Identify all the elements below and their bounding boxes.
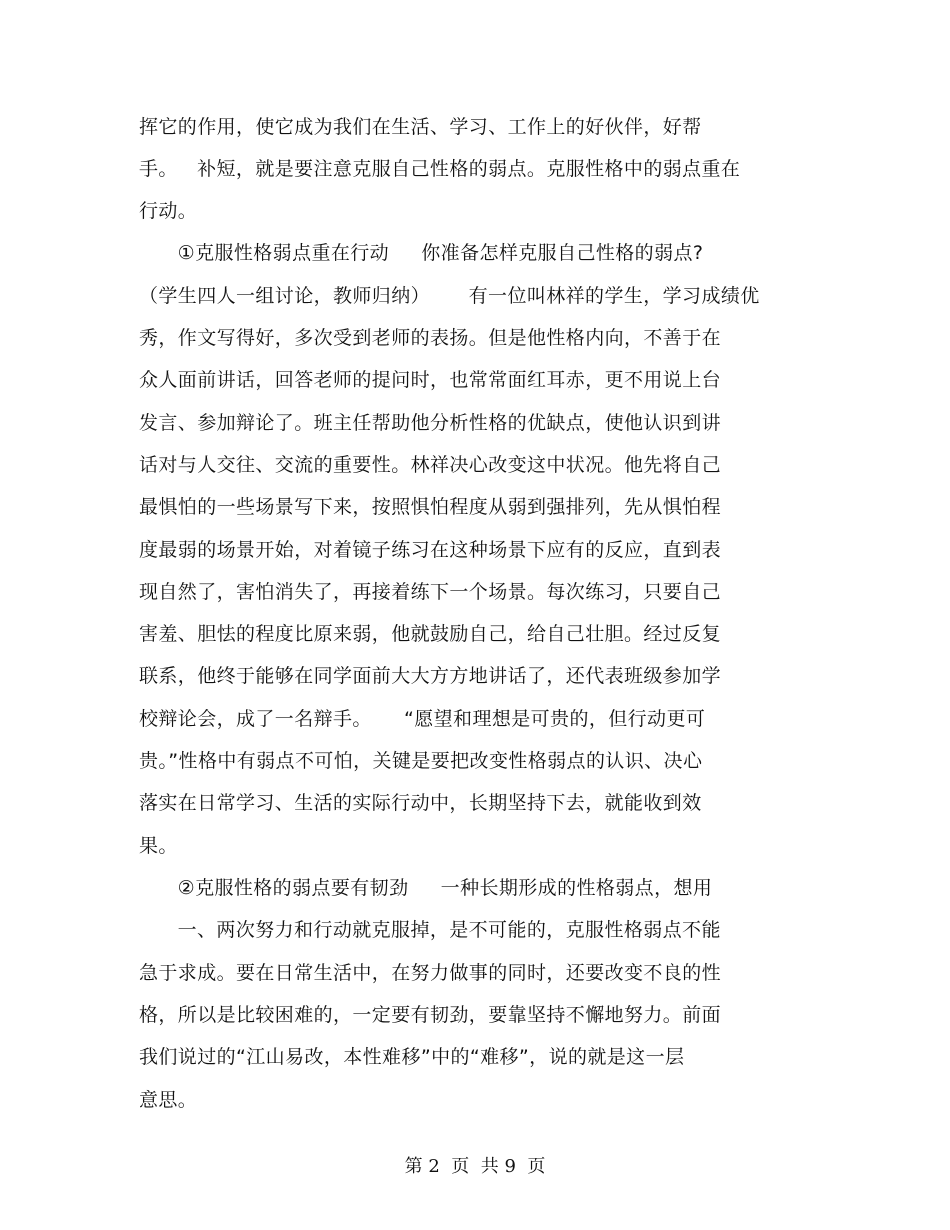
text-line: 意思。 <box>139 1089 198 1111</box>
text-line: 行动。 <box>139 200 198 222</box>
text-line: 秀，作文写得好，多次受到老师的表扬。但是他性格内向，不善于在 <box>139 327 722 349</box>
text-line: 果。 <box>139 835 178 857</box>
text-line: 众人面前讲话，回答老师的提问时，也常常面红耳赤，更不用说上台 <box>139 369 722 391</box>
text-line: 急于求成。要在日常生活中，在努力做事的同时，还要改变不良的性 <box>139 962 722 984</box>
text-line: 我们说过的“江山易改，本性难移”中的“难移”，说的就是这一层 <box>139 1046 685 1068</box>
text-line: 一、两次努力和行动就克服掉，是不可能的，克服性格弱点不能 <box>139 919 721 941</box>
text-line: 格，所以是比较困难的，一定要有韧劲，要靠坚持不懈地努力。前面 <box>139 1004 722 1026</box>
text-line: 度最弱的场景开始，对着镜子练习在这种场景下应有的反应，直到表 <box>139 539 722 561</box>
text-line: 校辩论会，成了一名辩手。 “愿望和理想是可贵的，但行动更可 <box>139 708 706 730</box>
text-line: 贵。”性格中有弱点不可怕，关键是要把改变性格弱点的认识、决心 <box>139 750 703 772</box>
text-line: 话对与人交往、交流的重要性。林祥决心改变这中状况。他先将自己 <box>139 454 722 476</box>
text-line: （学生四人一组讨论，教师归纳） 有一位叫林祥的学生，学习成绩优 <box>139 285 760 307</box>
text-line: 最惧怕的一些场景写下来，按照惧怕程度从弱到强排列，先从惧怕程 <box>139 496 722 518</box>
text-line: 手。 补短，就是要注意克服自己性格的弱点。克服性格中的弱点重在 <box>139 158 741 180</box>
text-line: 现自然了，害怕消失了，再接着练下一个场景。每次练习，只要自己 <box>139 581 722 603</box>
text-line: 联系，他终于能够在同学面前大大方方地讲话了，还代表班级参加学 <box>139 665 722 687</box>
text-line: ②克服性格的弱点要有韧劲 一种长期形成的性格弱点，想用 <box>139 877 713 899</box>
text-line: 挥它的作用，使它成为我们在生活、学习、工作上的好伙伴，好帮 <box>139 116 702 138</box>
text-line: ①克服性格弱点重在行动 你准备怎样克服自己性格的弱点? <box>139 242 704 264</box>
text-line: 害羞、胆怯的程度比原来弱，他就鼓励自己，给自己壮胆。经过反复 <box>139 623 722 645</box>
text-line: 发言、参加辩论了。班主任帮助他分析性格的优缺点，使他认识到讲 <box>139 412 722 434</box>
text-line: 落实在日常学习、生活的实际行动中，长期坚持下去，就能收到效 <box>139 792 702 814</box>
page-number-footer: 第 2 页 共 9 页 <box>404 1156 546 1177</box>
